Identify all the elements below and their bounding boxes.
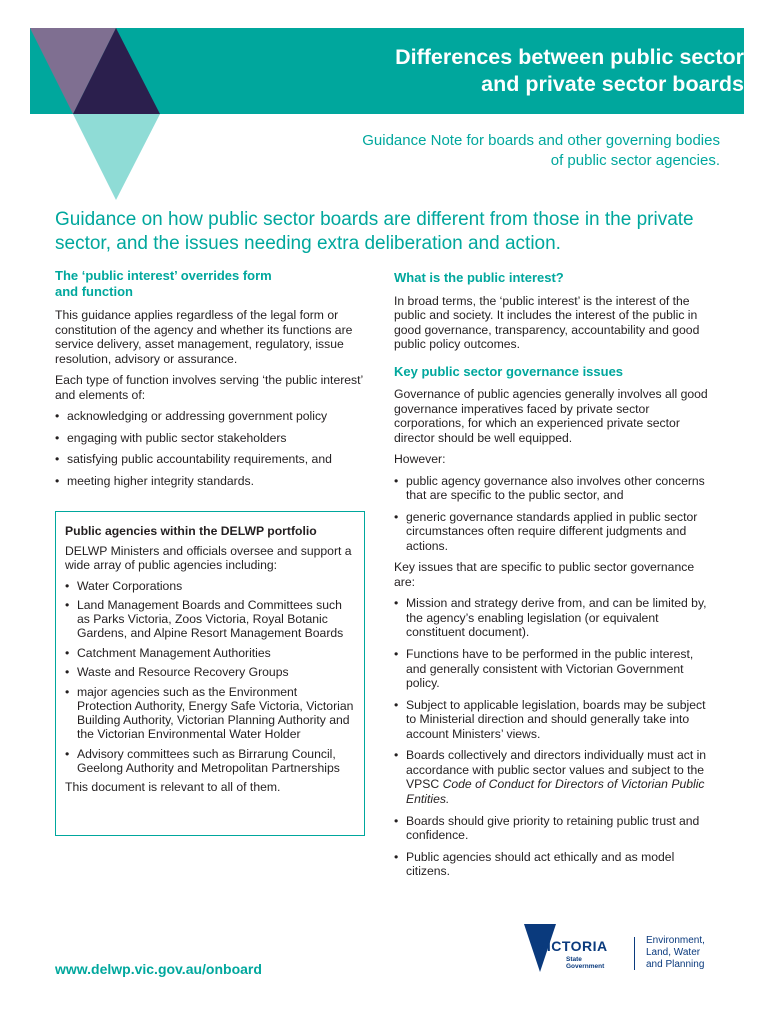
list-item: • Public agencies should act ethically and as model citizens. [394,850,716,879]
list-item: • public agency governance also involves other concerns that are specific to the public sector, and [394,474,716,503]
decorative-triangles [30,28,170,203]
list-item: • Subject to applicable legislation, boards may be subject to Ministerial direction and should generally take into account Ministers’ views. [394,698,716,742]
key-issues-intro: Key issues that are specific to public sector governance are: [394,560,695,589]
box-title: Public agencies within the DELWP portfolio [65,524,317,538]
list-item: • Mission and strategy derive from, and can be limited by, the agency’s enabling legislation (or equivalent constituent document). [394,596,716,640]
lead-paragraph: Guidance on how public sector boards are different from those in the private sector, and the issues needing extra deliberation and action. [55,209,694,254]
vpsc-text: Boards collectively and directors individually must act in accordance with public sector values and subject to the VPSC [406,748,707,792]
governance-paragraph: Governance of public agencies generally involves all good governance imperatives faced by private sector corporations, for which an experienced private sector director should be well equipped. [394,387,708,445]
list-item: • engaging with public sector stakeholders [55,431,373,446]
list-item: • Waste and Resource Recovery Groups [65,665,355,679]
list-item: • Catchment Management Authorities [65,646,355,660]
however-text: However: [394,452,446,466]
list-item: • Functions have to be performed in the public interest, and generally consistent with Victorian Government policy. [394,647,716,691]
heading-line-1: The ‘public interest’ overrides form [55,268,272,283]
dept-line-2: Land, Water [646,947,701,958]
logo-divider [634,937,635,970]
logo-wordmark: VICTORIA [537,938,608,954]
key-issues-list [394,596,716,878]
public-interest-question-heading: What is the public interest? [394,270,564,285]
list-item [394,748,716,806]
page-subtitle [250,131,720,171]
department-name [646,935,705,971]
website-link[interactable]: www.delwp.vic.gov.au/onboard [55,961,262,977]
logo-subtext [566,956,604,970]
list-item: • Advisory committees such as Birrarung Council, Geelong Authority and Metropolitan Partnerships [65,747,355,775]
title-line-1: Differences between public sector [395,45,744,69]
however-list [394,474,716,554]
agencies-list [65,579,355,775]
governance-issues-heading: Key public sector governance issues [394,363,624,379]
logo-sub-line-1: State [566,956,582,963]
delwp-portfolio-box [55,511,365,836]
page-title [224,44,744,98]
elements-list [55,409,373,489]
list-item: • generic governance standards applied in public sector circumstances often require different judgments and actions. [394,510,716,554]
code-of-conduct-title: Code of Conduct for Directors of Victorian Public Entities. [406,777,705,806]
logo-sub-line-2: Government [566,963,605,970]
list-item: • meeting higher integrity standards. [55,474,373,489]
subtitle-line-2: of public sector agencies. [550,152,720,169]
dept-line-3: and Planning [646,959,705,970]
list-item: • major agencies such as the Environment Protection Authority, Energy Safe Victoria, Victorian Building Authority, Victorian Planning Authority and the Victorian Environmental Water Holder [65,685,355,742]
dept-line-1: Environment, [646,935,705,946]
function-paragraph: Each type of function involves serving ‘the public interest’ and elements of: [55,373,363,402]
scope-paragraph: This guidance applies regardless of the legal form or constitution of the agency and whether its functions are service delivery, asset management, regulatory, issue resolution, advisory or assurance. [55,308,353,366]
box-intro: DELWP Ministers and officials oversee and support a wide array of public agencies including: [65,544,352,573]
box-outro: This document is relevant to all of them. [65,780,281,795]
subtitle-line-1: Guidance Note for boards and other governing bodies [362,132,720,149]
public-interest-definition: In broad terms, the ‘public interest’ is the interest of the public and society. It includes the interest of the public in good governance, transparency, accountability and good public policy outcomes. [394,293,700,351]
list-item: • acknowledging or addressing government policy [55,409,373,424]
heading-line-2: and function [55,283,133,299]
list-item: • Land Management Boards and Committees such as Parks Victoria, Zoos Victoria, Royal Botanic Gardens, and Alpine Resort Management Boards [65,598,355,641]
list-item: • Water Corporations [65,579,355,593]
public-interest-heading [55,268,373,299]
light-triangle [73,114,160,200]
right-column [394,270,716,886]
left-column [55,268,373,496]
list-item: • satisfying public accountability requirements, and [55,452,373,467]
title-line-2: and private sector boards [481,72,744,96]
list-item: • Boards should give priority to retaining public trust and confidence. [394,814,716,843]
